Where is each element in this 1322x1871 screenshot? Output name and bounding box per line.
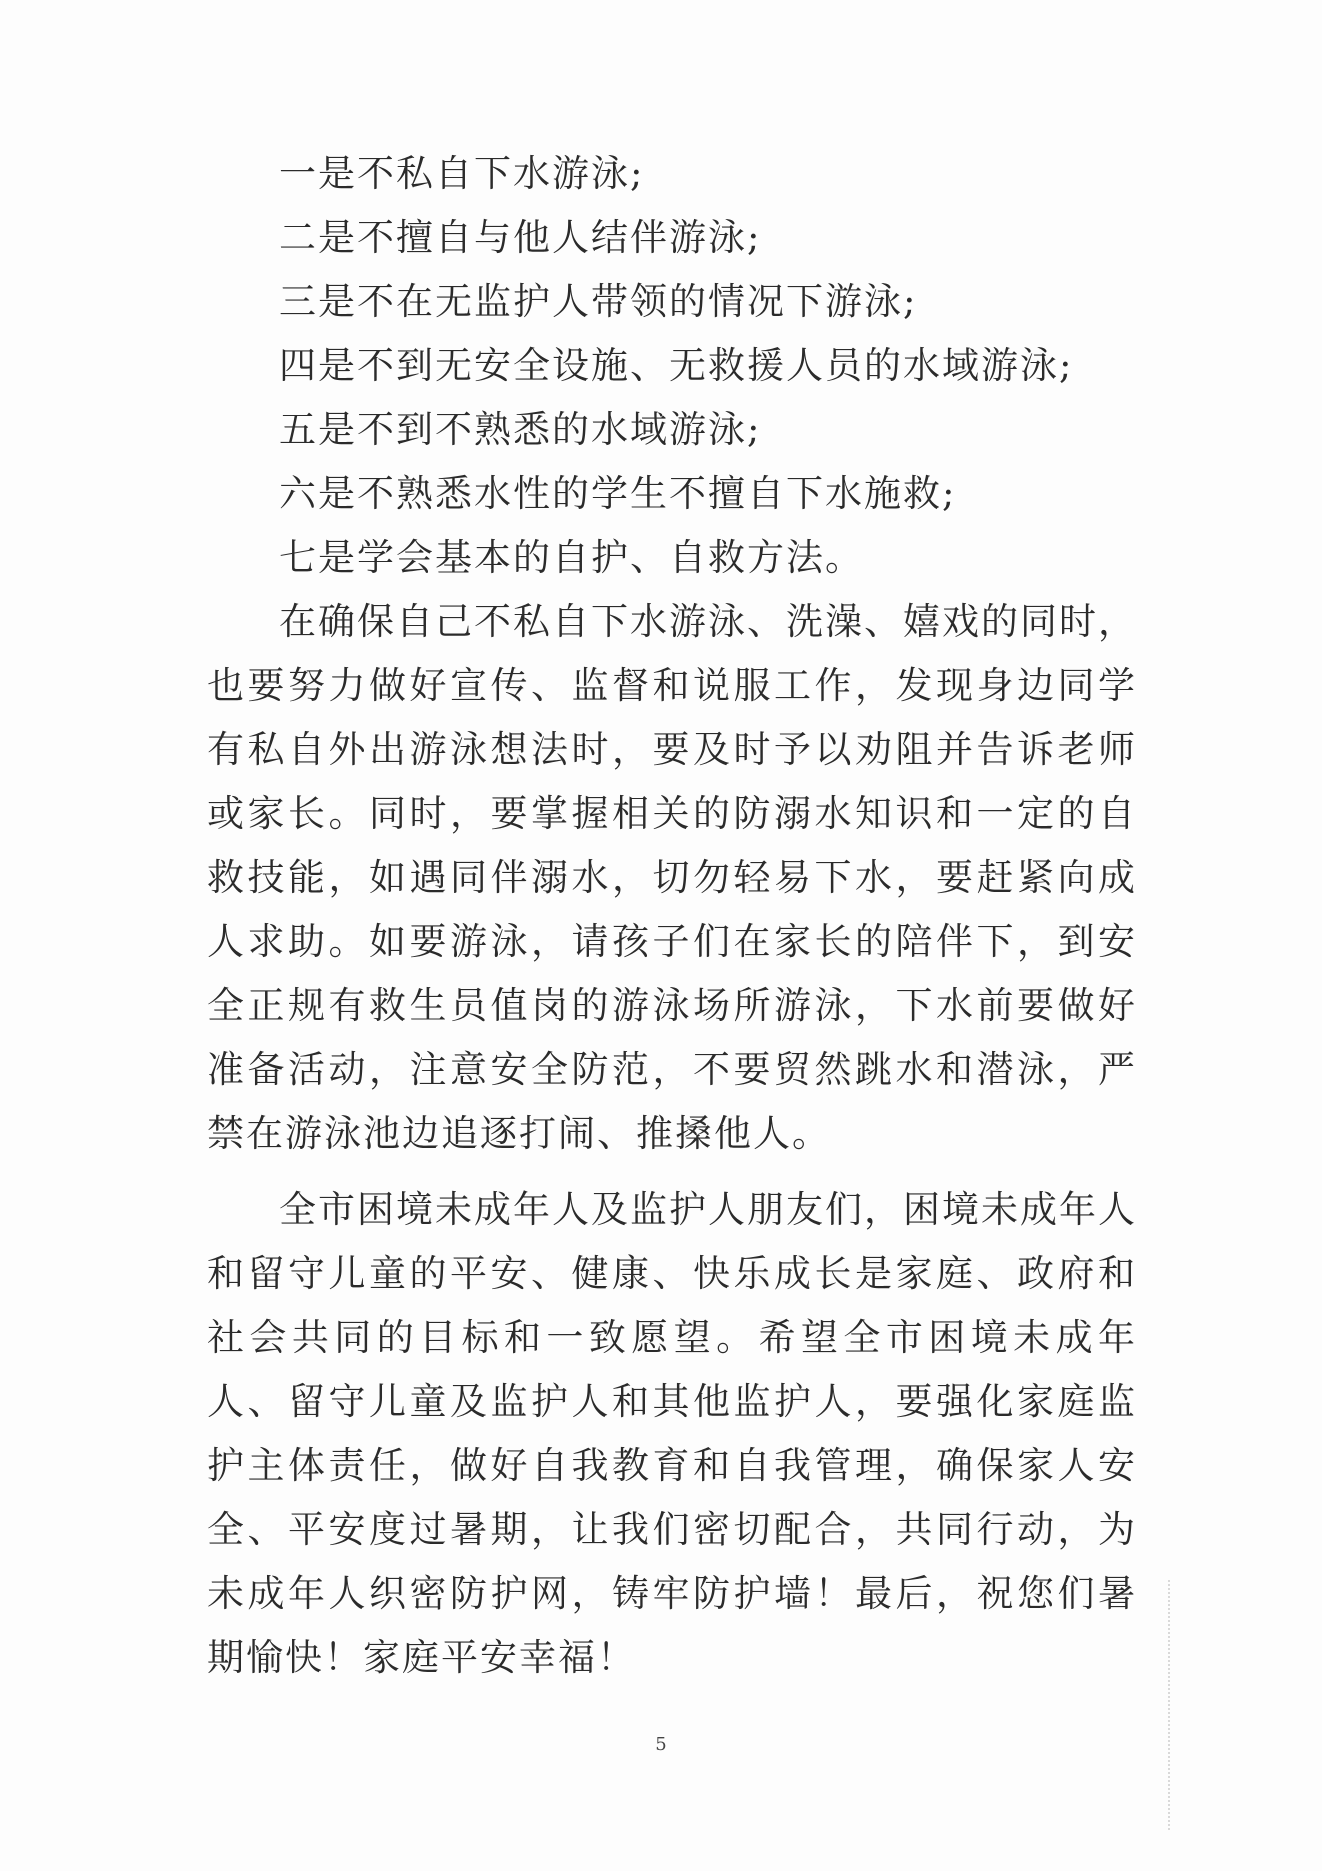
rule-item-7: 七是学会基本的自护、自救方法。 [279,536,864,579]
paragraph-safety-advice: 在确保自己不私自下水游泳、洗澡、嬉戏的同时，也要努力做好宣传、监督和说服工作，发现身边同学有私自外出游泳想法时，要及时予以劝阻并告诉老师或家长。同时，要掌握相关的防溺水知识和一定的自救技能，如遇同伴溺水，切勿轻易下水，要赶紧向成人求助。如要游泳，请孩子们在家长的陪伴下，到安全正规有救生员值岗的游泳场所游泳，下水前要做好准备活动，注意安全防范，不要贸然跳水和潜泳，严禁在游泳池边追逐打闹、推搡他人。 [207,600,1137,1155]
rule-item-4: 四是不到无安全设施、无救援人员的水域游泳; [279,344,1074,387]
paragraph-closing-appeal: 全市困境未成年人及监护人朋友们，困境未成年人和留守儿童的平安、健康、快乐成长是家庭、政府和社会共同的目标和一致愿望。希望全市困境未成年人、留守儿童及监护人和其他监护人，要强化家庭监护主体责任，做好自我教育和自我管理，确保家人安全、平安度过暑期，让我们密切配合，共同行动，为未成年人织密防护网，铸牢防护墙！最后，祝您们暑期愉快！家庭平安幸福！ [207,1188,1137,1679]
rule-item-3: 三是不在无监护人带领的情况下游泳; [279,280,918,323]
rule-item-5: 五是不到不熟悉的水域游泳; [279,408,762,451]
rule-item-2: 二是不擅自与他人结伴游泳; [279,216,762,259]
rule-item-1: 一是不私自下水游泳; [279,152,645,195]
document-body [207,142,1137,1690]
scan-artifact-marks [1168,1580,1174,1830]
page-number: 5 [655,1734,667,1755]
paragraph-spacer [207,1166,1137,1178]
rule-item-6: 六是不熟悉水性的学生不擅自下水施救; [279,472,957,515]
